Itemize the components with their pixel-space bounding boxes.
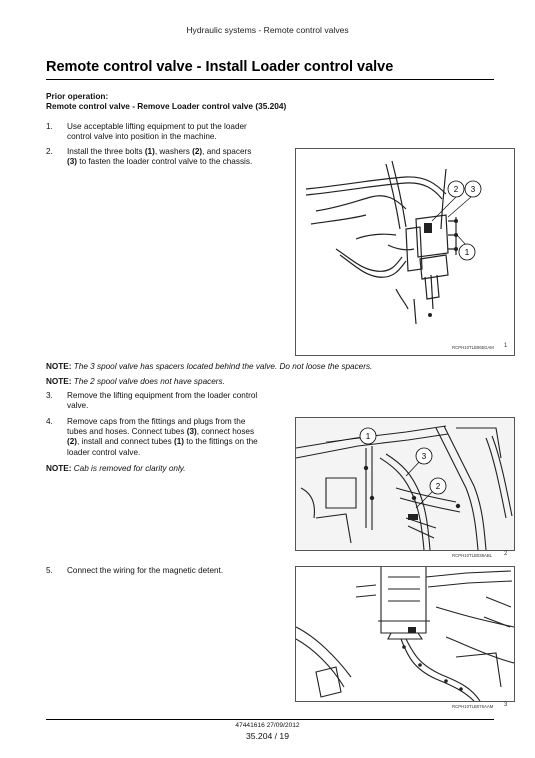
note-2-text: The 2 spool valve does not have spacers. bbox=[73, 377, 225, 386]
prior-operation-text: Remote control valve - Remove Loader control valve (35.204) bbox=[46, 101, 287, 111]
footer-page-number: 35.204 / 19 bbox=[245, 731, 289, 741]
step-5-text bbox=[67, 566, 287, 576]
figure-2-number: 2 bbox=[504, 551, 508, 557]
figure-2-illustration bbox=[296, 418, 514, 550]
note-cab-removed bbox=[46, 464, 186, 473]
step-1-line-1: Use acceptable lifting equipment to put the loader bbox=[67, 122, 247, 131]
figure-3-illustration bbox=[296, 567, 514, 701]
footer-rule bbox=[46, 719, 494, 720]
figure-2-tubes-hoses bbox=[295, 417, 515, 551]
figure-1-callout-a: 2 bbox=[453, 185, 459, 194]
step-4-number: 4. bbox=[46, 417, 53, 426]
step-5-number: 5. bbox=[46, 566, 53, 575]
step-4-ref-hoses-2: (2) bbox=[67, 437, 78, 447]
step-2-text-e: , and spacers bbox=[202, 147, 252, 156]
step-2-line-1 bbox=[67, 147, 277, 157]
step-3-line-2: valve. bbox=[67, 401, 89, 411]
figure-1-number: 1 bbox=[504, 343, 508, 349]
step-1-number: 1. bbox=[46, 122, 53, 131]
step-2-ref-washers: (2) bbox=[192, 147, 203, 156]
step-4-line-2 bbox=[67, 427, 277, 437]
note-spacers bbox=[46, 362, 372, 371]
step-2-text-a: Install the three bolts bbox=[67, 147, 145, 156]
step-3-number: 3. bbox=[46, 391, 53, 400]
step-1-line-2: control valve into position in the machine. bbox=[67, 132, 217, 142]
step-4-text-e: to the fittings on the bbox=[183, 437, 258, 447]
step-2-ref-bolts: (1) bbox=[144, 147, 155, 156]
note-3-label: NOTE: bbox=[46, 464, 72, 473]
step-4-line-4: loader control valve. bbox=[67, 447, 141, 457]
figure-2-code: RCPH10TLB038ABL bbox=[452, 553, 493, 558]
step-4-ref-tubes-1: (1) bbox=[173, 437, 184, 447]
step-3-text bbox=[67, 391, 277, 411]
note-1-text: The 3 spool valve has spacers located behind the valve. Do not loose the spacers. bbox=[73, 362, 373, 371]
figure-2-callout-b: 3 bbox=[421, 452, 427, 461]
footer-doc-id: 47441616 27/09/2012 bbox=[235, 722, 300, 729]
figure-1-callout-b: 3 bbox=[470, 185, 476, 194]
figure-3-magnetic-detent-wiring bbox=[295, 566, 515, 702]
note-2-spool bbox=[46, 377, 225, 386]
prior-operation-label: Prior operation: bbox=[46, 91, 109, 101]
step-4-line-3 bbox=[67, 437, 277, 447]
running-header: Hydraulic systems - Remote control valves bbox=[186, 25, 349, 35]
figure-3-code: RCPH10TLB076AAM bbox=[452, 704, 494, 709]
step-4-text-d: , install and connect tubes bbox=[77, 437, 174, 447]
figure-2-callout-a: 1 bbox=[365, 432, 371, 441]
figure-1-callout-c: 1 bbox=[464, 248, 470, 257]
step-4-text-b: tubes and hoses. Connect tubes bbox=[67, 427, 187, 437]
step-1-text bbox=[67, 122, 277, 142]
figure-1-code: RCPH10TLB065GAM bbox=[452, 345, 494, 350]
figure-1-illustration bbox=[296, 149, 514, 355]
figure-1-loader-valve-install bbox=[295, 148, 515, 356]
page-title: Remote control valve - Install Loader control valve bbox=[46, 59, 394, 75]
figure-3-number: 3 bbox=[504, 702, 508, 708]
step-5-line-1: Connect the wiring for the magnetic detent. bbox=[67, 566, 224, 575]
step-4-ref-tubes-3: (3) bbox=[186, 427, 197, 437]
step-2-text-f: to fasten the loader control valve to the chassis. bbox=[77, 157, 253, 167]
figure-2-callout-c: 2 bbox=[435, 482, 441, 491]
step-2-number: 2. bbox=[46, 147, 53, 156]
note-2-label: NOTE: bbox=[46, 377, 72, 386]
step-2-ref-spacers: (3) bbox=[67, 157, 78, 167]
step-2-line-2 bbox=[67, 157, 277, 167]
note-3-text: Cab is removed for clarity only. bbox=[73, 464, 186, 473]
step-4-line-1: Remove caps from the fittings and plugs from the bbox=[67, 417, 246, 426]
note-1-label: NOTE: bbox=[46, 362, 72, 371]
step-3-line-1: Remove the lifting equipment from the loader control bbox=[67, 391, 258, 400]
step-2-text-c: , washers bbox=[154, 147, 193, 156]
step-4-text-c: , connect hoses bbox=[196, 427, 255, 437]
title-rule bbox=[46, 79, 494, 80]
step-4-text bbox=[67, 417, 277, 458]
step-2-text bbox=[67, 147, 277, 167]
